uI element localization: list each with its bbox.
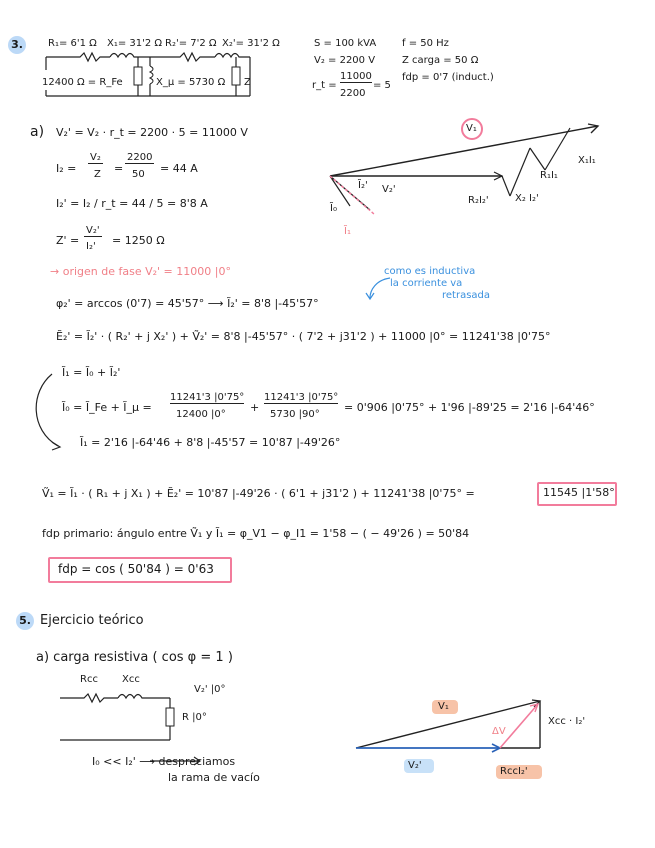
eq-i0-f2-num: 11241'3 |0'75°	[264, 392, 339, 403]
eq-v1: Ṽ₁ = Ĩ₁ · ( R₁ + j X₁ ) + Ẽ₂' = 10'87 |-49'26 · ( 6'1 + j31'2 ) + 11241'38 |0'75° =	[42, 487, 475, 500]
inductive-note-3: retrasada	[442, 290, 491, 301]
eq-i2-mid: =	[114, 162, 124, 175]
diagram-v1-label: V₁	[466, 123, 477, 134]
eq-i2-f1-den: Z	[94, 169, 101, 180]
eq-i1-result: Ĩ₁ = 2'16 |-64'46 + 8'8 |-45'57 = 10'87 |-49'26°	[80, 436, 341, 449]
eq-v1-result: 11545 |1'58°	[543, 486, 615, 499]
eq-e2: Ẽ₂' = Ĩ₂' · ( R₂' + j X₂' ) + Ṽ₂' = 8'8 |-45'57° · ( 7'2 + j31'2 ) + 11000 |0° = 11241'38 |0'75°	[56, 330, 551, 343]
origin-phase-note: → origen de fase V₂' = 11000 |0°	[50, 265, 231, 278]
given-rt-den: 2200	[340, 88, 366, 99]
diagram-i2p-label: Ĩ₂'	[358, 180, 368, 191]
eq-i0-f2-den: 5730 |90°	[270, 409, 320, 420]
r1-label: R₁= 6'1 Ω	[48, 38, 97, 49]
problem-5-part-a: a) carga resistiva ( cos φ = 1 )	[36, 650, 233, 665]
diagram-v2p-label: V₂'	[382, 184, 396, 195]
diagram5-v2p-label: V₂'	[408, 760, 422, 771]
circuit5-rcc-label: Rcc	[80, 674, 98, 685]
eq-v2p: V₂' = V₂ · r_t = 2200 · 5 = 11000 V	[56, 126, 248, 139]
diagram5-xcc-label: Xcc · I₂'	[548, 716, 586, 727]
given-v2: V₂ = 2200 V	[314, 55, 376, 66]
circuit5-xcc-label: Xcc	[122, 674, 140, 685]
eq-i2p: I₂' = I₂ / r_t = 44 / 5 = 8'8 A	[56, 197, 208, 210]
given-rt-num: 11000	[340, 71, 372, 82]
r2p-label: R₂'= 7'2 Ω	[165, 38, 217, 49]
problem-5-number: 5.	[19, 614, 31, 627]
diagram5-v1-label: V₁	[438, 701, 449, 712]
eq-zp-rhs: = 1250 Ω	[112, 234, 165, 247]
xmu-label: X_μ = 5730 Ω	[156, 77, 226, 88]
problem-5-title: Ejercicio teórico	[40, 613, 144, 628]
diagram5-dv-label: ΔV	[492, 726, 506, 737]
eq-fdp-result: fdp = cos ( 50'84 ) = 0'63	[58, 562, 214, 576]
inductive-note-2: la corriente va	[390, 278, 463, 289]
eq-zp-den: I₂'	[86, 241, 96, 252]
diagram5-rcc-label: RccI₂'	[500, 766, 528, 777]
z-label: Z	[244, 77, 251, 88]
given-fdp: fdp = 0'7 (induct.)	[402, 72, 494, 83]
diagram-x2i2-label: X₂ I₂'	[515, 193, 539, 204]
problem-5-note: I₀ << I₂' ⟶ despreciamos	[92, 755, 236, 768]
eq-i2-f2-num: 2200	[127, 152, 153, 163]
given-rt-lhs: r_t =	[312, 80, 337, 91]
eq-i0-rhs: = 0'906 |0'75° + 1'96 |-89'25 = 2'16 |-64'46°	[344, 401, 595, 414]
circuit5-v2p-label: V₂' |0°	[194, 684, 226, 695]
diagram-r2i2-label: R₂I₂'	[468, 195, 489, 206]
eq-i2-lhs: I₂ =	[56, 162, 77, 175]
diagram-i0-label: Ĩ₀	[330, 203, 337, 214]
part-a-label: a)	[30, 124, 45, 140]
eq-i2-f1-num: V₂	[90, 152, 101, 163]
eq-i0-f1-den: 12400 |0°	[176, 409, 226, 420]
eq-fdp-primario: fdp primario: ángulo entre Ṽ₁ y Ĩ₁ = φ_V1 − φ_I1 = 1'58 − ( − 49'26 ) = 50'84	[42, 527, 470, 540]
x2p-label: X₂'= 31'2 Ω	[222, 38, 280, 49]
eq-zp-num: V₂'	[86, 225, 100, 236]
given-s: S = 100 kVA	[314, 38, 377, 49]
diagram-x1i1-label: X₁I₁	[578, 155, 596, 166]
diagram-r1i1-label: R₁I₁	[540, 170, 558, 181]
eq-i0-lhs: Ĩ₀ = Ĩ_Fe + Ĩ_μ =	[62, 401, 152, 414]
problem-5-note-2: la rama de vacío	[168, 771, 260, 784]
given-rt-rhs: = 5	[373, 80, 391, 91]
given-f: f = 50 Hz	[402, 38, 449, 49]
given-zcarga: Z carga = 50 Ω	[402, 55, 479, 66]
rfe-label: 12400 Ω = R_Fe	[42, 77, 123, 88]
eq-i2-rhs: = 44 A	[160, 162, 198, 175]
eq-i0-f1-num: 11241'3 |0'75°	[170, 392, 245, 403]
inductive-note-1: como es inductiva	[384, 266, 476, 277]
eq-i1-def: Ĩ₁ = Ĩ₀ + Ĩ₂'	[62, 366, 121, 379]
eq-i0-plus: +	[250, 401, 260, 414]
problem-3-number: 3.	[11, 38, 23, 51]
eq-phi: φ₂' = arccos (0'7) = 45'57° ⟶ Ĩ₂' = 8'8 |-45'57°	[56, 297, 319, 310]
eq-i2-f2-den: 50	[132, 169, 145, 180]
diagram-i1-label: Ĩ₁	[344, 226, 351, 237]
eq-zp-lhs: Z' =	[56, 234, 80, 247]
circuit5-r-label: R |0°	[182, 712, 207, 723]
x1-label: X₁= 31'2 Ω	[107, 38, 163, 49]
